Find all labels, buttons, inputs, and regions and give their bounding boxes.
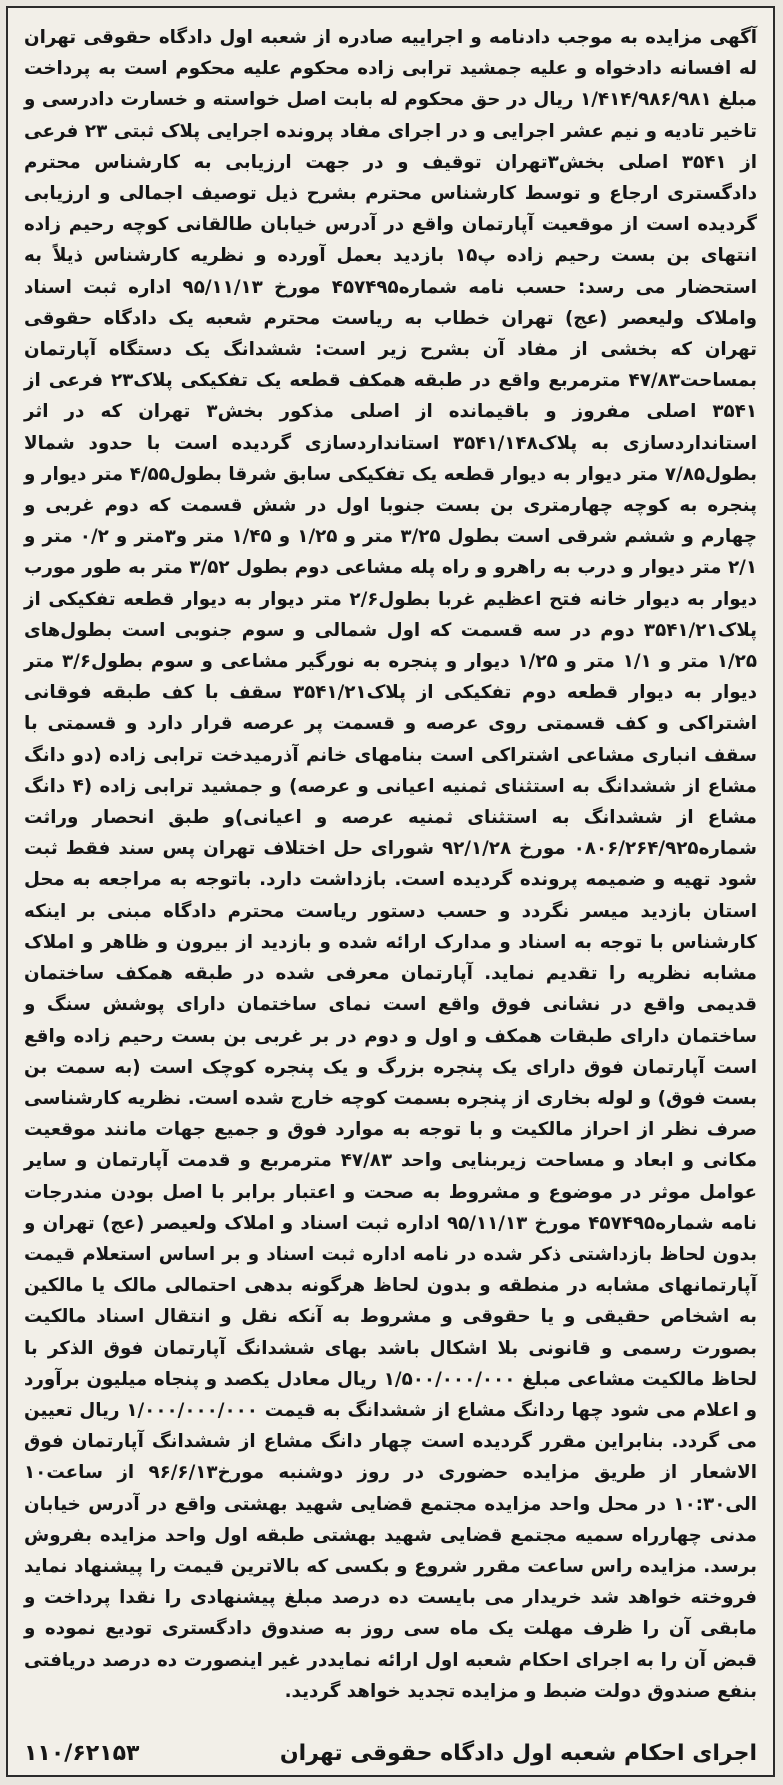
notice-text: آگهی مزایده به موجب دادنامه و اجراییه صادره از شعبه اول دادگاه حقوقی تهران له افسانه دادخواه و علیه جمشید ترابی زاده محکوم علیه محکوم است به پرداخت مبلغ ۱/۴۱۴/۹۸۶/۹۸۱ ریال در حق محکوم له بابت اصل خواسته و خسارت دادرسی و تاخیر تادیه و نیم عشر اجرایی و در اجرای مفاد پرونده اجرایی پلاک ثبتی ۲۳ فرعی از ۳۵۴۱ اصلی بخش۳تهران توقیف و در جهت ارزیابی به کارشناس محترم دادگستری ارجاع و توسط کارشناس محترم بشرح ذیل توصیف اجمالی و ارزیابی گردیده است از موقعیت آپارتمان واقع در آدرس خیابان طالقانی کوچه رحیم زاده انتهای بن بست رحیم زاده پ۱۵ بازدید بعمل آورده و نظریه کارشناس ذیلاً به استحضار می رسد: حسب نامه شماره۴۵۷۴۹۵ مورخ ۹۵/۱۱/۱۳ اداره ثبت اسناد واملاک ولیعصر (عج) تهران خطاب به ریاست محترم شعبه یک دادگاه حقوقی تهران که بخشی از مفاد آن بشرح زیر است: ششدانگ یک دستگاه آپارتمان بمساحت۴۷/۸۳ مترمربع واقع در طبقه همکف قطعه یک تفکیکی پلاک۲۳ فرعی از ۳۵۴۱ اصلی مفروز و باقیمانده از اصلی مذکور بخش۳ تهران که در اثر استانداردسازی به پلاک۳۵۴۱/۱۴۸ استانداردسازی گردیده است با حدود شمالا بطول۷/۸۵ متر دیوار به دیوار قطعه یک تفکیکی سابق شرقا بطول۴/۵۵ متر دیوار و پنجره به کوچه چهارمتری بن بست جنوبا اول در شش قسمت که دوم غربی و چهارم و ششم شرقی است بطول ۳/۲۵ متر و ۱/۲۵ و ۱/۴۵ متر و۳متر و ۰/۲ متر و ۲/۱ متر دیوار و درب به راهرو و راه پله مشاعی دوم بطول ۳/۵۲ متر به طور مورب دیوار به دیوار خانه فتح اعظیم غربا بطول۲/۶ متر دیوار به دیوار قطعه تفکیکی از پلاک۳۵۴۱/۲۱ دوم در سه قسمت که اول شمالی و سوم جنوبی است بطول‌های ۱/۲۵ متر و ۱/۱ متر و ۱/۲۵ دیوار و پنجره به نورگیر مشاعی و سوم بطول۳/۶ متر دیوار به دیوار قطعه دوم تفکیکی از پلاک۳۵۴۱/۲۱ سقف با کف طبقه فوقانی اشتراکی و کف قسمتی روی عرصه و قسمت پر عرصه قرار دارد و قسمتی با سقف انباری مشاعی اشتراکی است بنامهای خانم آذرمیدخت ترابی زاده (دو دانگ مشاع از ششدانگ به استثنای ثمنیه اعیانی و عرصه) و جمشید ترابی زاده (۴ دانگ مشاع از ششدانگ به استثنای ثمنیه عرصه و اعیانی)و طبق انحصار وراثت شماره۰۸۰۶/۲۶۴/۹۲۵ مورخ ۹۲/۱/۲۸ شورای حل اختلاف تهران پس سند فقط ثبت شود تهیه و ضمیمه پرونده گردیده است. بازداشت دارد. باتوجه به مراجعه به محل استان بازدید میسر نگردد و حسب دستور ریاست محترم دادگاه مبنی بر اینکه کارشناس با توجه به اسناد و مدارک ارائه شده و بازدید از بیرون و ظاهر و املاک مشابه نظریه را تقدیم نماید. آپارتمان معرفی شده در طبقه همکف ساختمان قدیمی واقع در نشانی فوق واقع است نمای ساختمان دارای پوشش سنگ و ساختمان دارای طبقات همکف و اول و دوم در بر غربی بن بست رحیم زاده واقع است آپارتمان فوق دارای یک پنجره بزرگ و یک پنجره کوچک است (به سمت بن بست فوق) و لوله بخاری از پنجره بسمت کوچه خارج شده است. نظریه کارشناسی صرف نظر از احراز مالکیت و با توجه به موارد فوق و جمیع جهات مانند موقعیت مکانی و ابعاد و مساحت زیربنایی واحد ۴۷/۸۳ مترمربع و قدمت آپارتمان و سایر عوامل موثر در موضوع و مشروط به صحت و اعتبار برابر با اصل بودن مندرجات نامه شماره۴۵۷۴۹۵ مورخ ۹۵/۱۱/۱۳ اداره ثبت اسناد و املاک ولعیصر (عج) تهران و بدون لحاظ بازداشتی ذکر شده در نامه اداره ثبت اسناد و بر اساس استعلام قیمت آپارتمانهای مشابه در منطقه و بدون لحاظ هرگونه بدهی احتمالی مالک یا مالکین به اشخاص حقیقی و یا حقوقی و مشروط به آنکه نقل و انتقال اسناد مالکیت بصورت رسمی و قانونی بلا اشکال باشد بهای ششدانگ آپارتمان فوق الذکر با لحاظ مالکیت مشاعی مبلغ ۱/۵۰۰/۰۰۰/۰۰۰ ریال معادل یکصد و پنجاه میلیون برآورد و اعلام می شود چها ردانگ مشاع از ششدانگ به قیمت ۱/۰۰۰/۰۰۰/۰۰۰ ریال تعیین می گردد. بنابراین مقرر گردیده است چهار دانگ مشاع از ششدانگ آپارتمان فوق الاشعار از طریق مزایده حضوری در روز دوشنبه مورخ۹۶/۶/۱۳ از ساعت۱۰ الی۱۰:۳۰ در محل واحد مزایده مجتمع قضایی شهید بهشتی واقع در آدرس خیابان مدنی چهارراه سمیه مجتمع قضایی شهید بهشتی طبقه اول واحد مزایده بفروش برسد. مزایده راس ساعت مقرر شروع و بکسی که بالاترین قیمت را پیشنهاد نماید فروخته خواهد شد خریدار می بایست ده درصد مبلغ پیشنهادی را نقدا پرداخت و مابقی آن را ظرف مهلت یک ماه سی روز به صندوق دادگستری تودیع نموده و قبض آن را به اجرای احکام شعبه اول ارائه نمایددر غیر اینصورت ده درصد دریافتی بنفع صندوق دولت ضبط و مزایده تجدید خواهد گردید. [24, 27, 758, 1702]
notice-frame [6, 6, 775, 1777]
notice-signature: اجرای احکام شعبه اول دادگاه حقوقی تهران [279, 1740, 757, 1766]
notice-body [24, 22, 757, 1707]
notice-footer [24, 1737, 757, 1769]
notice-number: ۱۱۰/۶۲۱۵۳ [24, 1740, 140, 1766]
